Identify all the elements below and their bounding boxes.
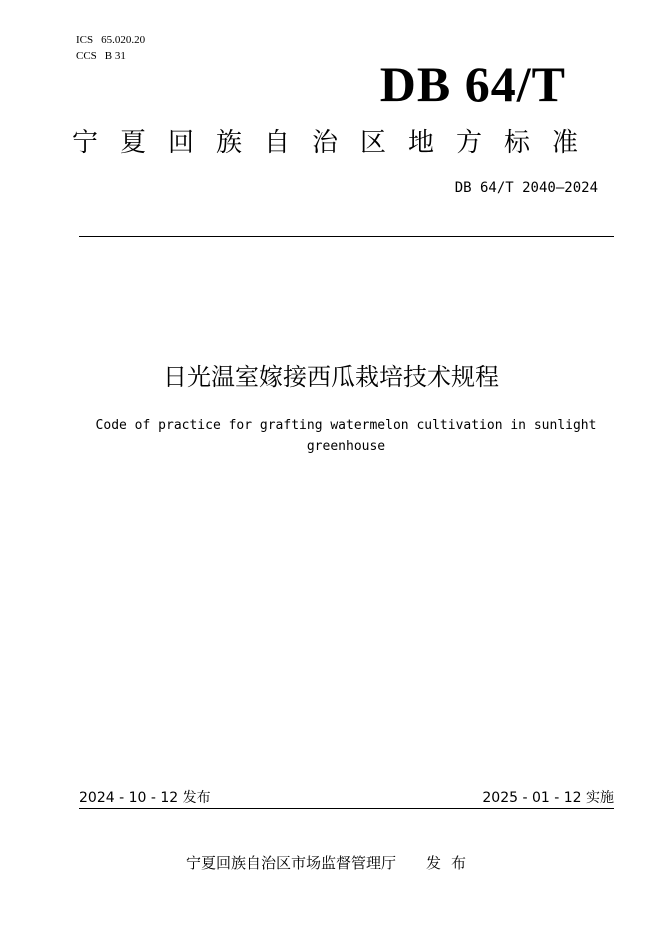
ics-label: ICS (76, 34, 94, 46)
issue-date: 2024 - 10 - 12 发布 (79, 790, 211, 806)
implementation-date: 2025 - 01 - 12 实施 (482, 790, 614, 806)
issuer-line (0, 852, 662, 874)
top-divider (79, 236, 614, 237)
standard-type-title: 宁夏回族自治区地方标准 (72, 128, 601, 158)
bottom-divider (79, 808, 614, 809)
ics-value: 65.020.20 (101, 34, 146, 46)
ccs-value: B 31 (104, 50, 126, 62)
ics-code (76, 32, 145, 48)
issuer-action: 发布 (426, 854, 477, 872)
standard-code: DB 64/T (379, 56, 566, 112)
ccs-label: CCS (76, 50, 97, 62)
ccs-code (76, 48, 145, 64)
classification-codes (76, 32, 145, 64)
document-title-chinese: 日光温室嫁接西瓜栽培技术规程 (163, 363, 499, 391)
issuer-name: 宁夏回族自治区市场监督管理厅 (185, 854, 396, 872)
document-title-english: Code of practice for grafting watermelon cultivation in sunlight greenhouse (95, 418, 597, 454)
standard-number: DB 64/T 2040—2024 (454, 180, 598, 196)
